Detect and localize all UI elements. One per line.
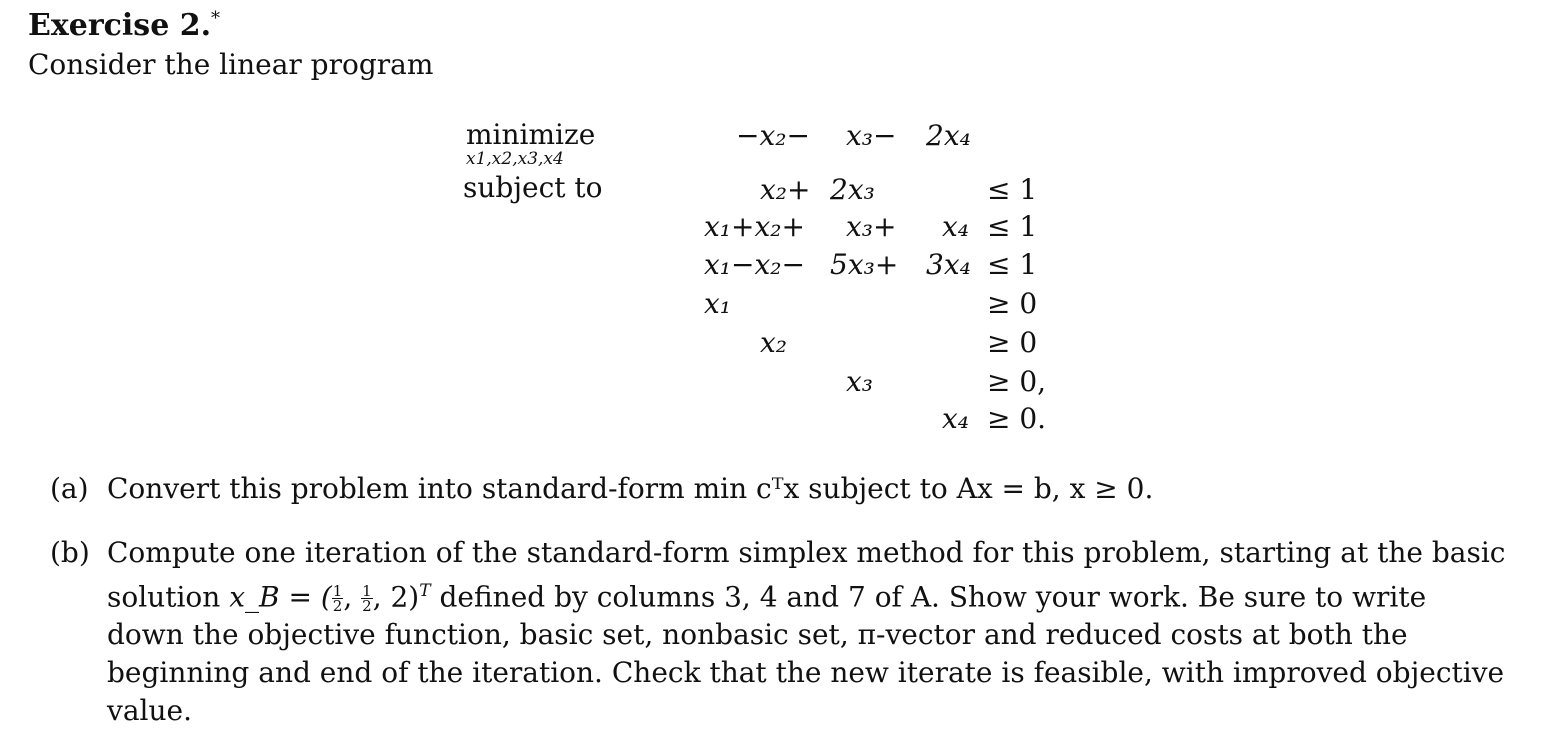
objective-term: −x₂− [736, 119, 810, 152]
constraint-relation: ≤ 1 [987, 173, 1038, 206]
constraint-term: x₃+ [846, 210, 897, 243]
constraint-relation: ≥ 0 [987, 287, 1038, 320]
transpose-mark: T [419, 581, 431, 601]
lp-subject-to-label: subject to [463, 171, 603, 204]
part-b-body: Compute one iteration of the standard-form simplex method for this problem, starting at the basic solution x_B = ( $\frac{1}{2}$ , $\frac{1}{2}$ , 2)$^T$ defined by columns 3, 4 and 7 of A. Show your work. Be sure to write down the objective function, basic set, nonbasic set, π-vector and reduced costs at both the beginning and end of the iteration. Check that the new iterate is feasible, with improved objective value. [107, 536, 1506, 728]
constraint-term: x₁+x₂+ [704, 210, 805, 243]
constraint-term: 5x₃+ [830, 248, 899, 281]
constraint-term: x₄ [942, 210, 970, 243]
part-a-label: (a) [50, 472, 89, 505]
basic-solution-xb: x_B = ( [229, 580, 332, 614]
objective-term: x₃− [846, 119, 897, 152]
constraint-relation: ≥ 0, [987, 365, 1047, 398]
basic-solution-tail: , 2) [372, 580, 420, 614]
part-b [50, 534, 1510, 730]
exercise-title-text: Exercise 2. [28, 8, 212, 43]
constraint-term: x₂+ [760, 173, 811, 206]
constraint-term: x₂ [760, 326, 788, 359]
part-a [50, 470, 1510, 508]
part-b-text-2: defined by columns 3, 4 and 7 of A. Show your work. Be sure to write down the objective function, basic set, nonbasic set, π-vector and reduced costs at both the beginning and end of the iteration. Check that the new iterate is feasible, with improved objective value. [107, 580, 1505, 728]
constraint-term: 3x₄ [926, 248, 971, 281]
part-a-text: Convert this problem into standard-form min cᵀx subject to Ax = b, x ≥ 0. [107, 472, 1154, 505]
objective-term: 2x₄ [926, 119, 971, 152]
fraction-numerator: 1 [362, 582, 372, 601]
fraction-one-half [361, 582, 373, 616]
lp-decision-vars: x1,x2,x3,x4 [466, 149, 564, 169]
constraint-relation: ≥ 0. [987, 402, 1047, 435]
fraction-one-half [332, 582, 344, 616]
part-b-label: (b) [50, 536, 90, 569]
constraint-relation: ≤ 1 [987, 210, 1038, 243]
exercise-intro: Consider the linear program [28, 48, 434, 81]
constraint-term: x₄ [942, 402, 970, 435]
fraction-denominator: 2 [332, 597, 343, 616]
constraint-relation: ≥ 0 [987, 326, 1038, 359]
fraction-numerator: 1 [332, 582, 343, 601]
constraint-term: 2x₃ [830, 173, 875, 206]
lp-minimize-label: minimize [466, 118, 596, 151]
exercise-mark: * [211, 8, 221, 29]
constraint-term: x₁−x₂− [704, 248, 805, 281]
fraction-denominator: 2 [362, 597, 372, 616]
constraint-term: x₃ [846, 365, 874, 398]
constraint-term: x₁ [704, 287, 732, 320]
part-b-text-1: Compute one iteration of the standard-form simplex method for this problem, starting at the basic solution [107, 536, 1506, 614]
constraint-relation: ≤ 1 [987, 248, 1038, 281]
